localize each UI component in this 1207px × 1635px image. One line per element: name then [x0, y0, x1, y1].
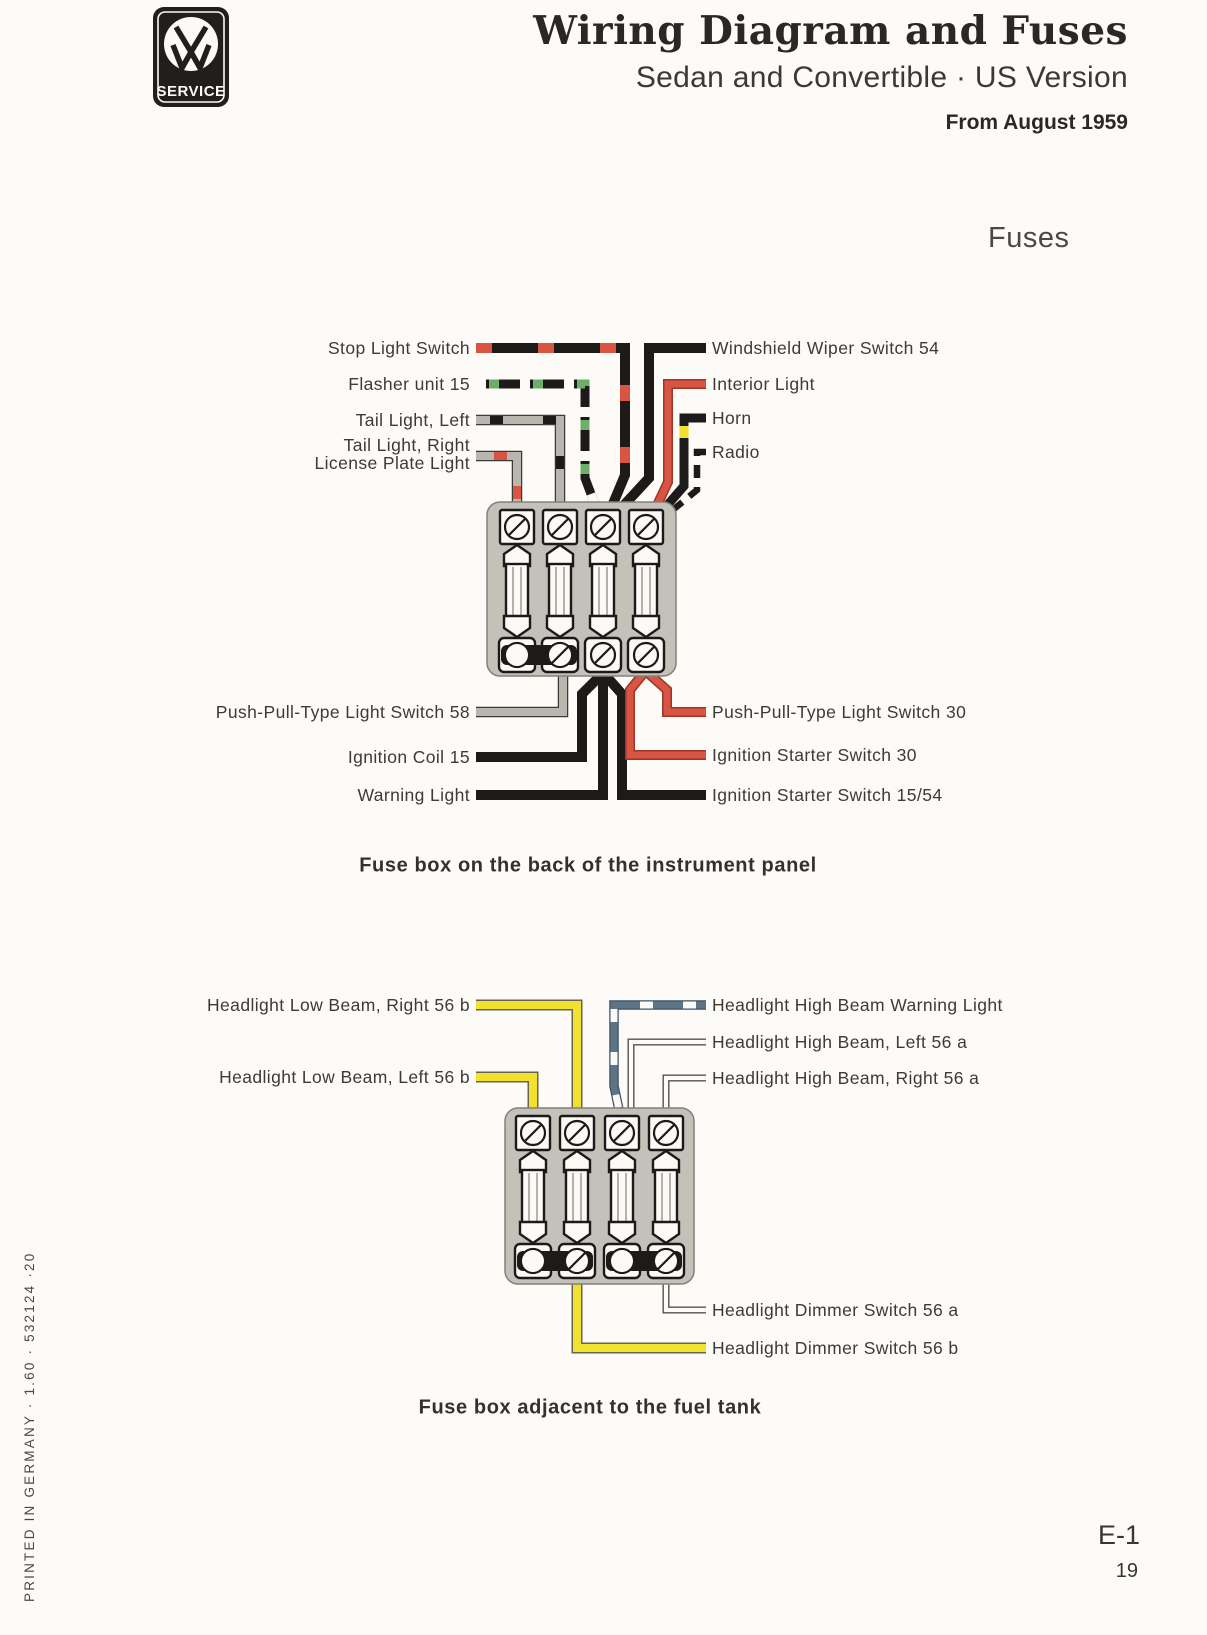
- label-stop-light-switch: Stop Light Switch: [327, 338, 470, 358]
- label-ignition-coil: Ignition Coil 15: [347, 747, 470, 767]
- label-dimmer-56b: Headlight Dimmer Switch 56 b: [712, 1338, 959, 1358]
- fusebox-instrument-panel: [487, 502, 676, 676]
- section-heading: Fuses: [988, 222, 1070, 254]
- label-interior-light: Interior Light: [712, 374, 815, 394]
- label-dimmer-56a: Headlight Dimmer Switch 56 a: [712, 1300, 959, 1320]
- jumper-bar: [501, 644, 577, 666]
- page-date-note: From August 1959: [945, 110, 1128, 134]
- service-label: SERVICE: [156, 83, 226, 100]
- jumper-bar-left: [517, 1250, 593, 1272]
- wire-stop-light-switch: [476, 348, 625, 518]
- label-high-beam-right: Headlight High Beam, Right 56 a: [712, 1068, 980, 1088]
- label-tail-light-right: [315, 436, 470, 472]
- label-push-pull-30: Push-Pull-Type Light Switch 30: [712, 702, 967, 722]
- label-license-plate-light: License Plate Light: [314, 453, 470, 473]
- page-title: Wiring Diagram and Fuses: [533, 8, 1128, 54]
- label-ignition-starter-30: Ignition Starter Switch 30: [712, 745, 917, 765]
- caption-instrument-panel: Fuse box on the back of the instrument panel: [359, 854, 817, 877]
- label-windshield-wiper-switch: Windshield Wiper Switch 54: [712, 338, 940, 358]
- label-tail-light-left: Tail Light, Left: [355, 410, 470, 430]
- fusebox-fuel-tank: [505, 1108, 694, 1284]
- label-ignition-starter-15-54: Ignition Starter Switch 15/54: [712, 785, 943, 805]
- wire-low-beam-right: [476, 1005, 577, 1124]
- page-ref: E-1: [1097, 1520, 1140, 1550]
- label-radio: Radio: [712, 442, 760, 462]
- label-flasher-unit: Flasher unit 15: [348, 374, 470, 394]
- jumper-bar-right: [606, 1250, 682, 1272]
- page-subtitle: Sedan and Convertible · US Version: [635, 60, 1128, 94]
- label-tail-light-right-line1: Tail Light, Right: [343, 435, 470, 455]
- label-low-beam-right: Headlight Low Beam, Right 56 b: [207, 995, 470, 1015]
- label-horn: Horn: [712, 408, 752, 428]
- caption-fuel-tank: Fuse box adjacent to the fuel tank: [418, 1396, 762, 1419]
- page-number: 19: [1115, 1560, 1138, 1582]
- label-low-beam-left: Headlight Low Beam, Left 56 b: [219, 1067, 470, 1087]
- label-push-pull-58: Push-Pull-Type Light Switch 58: [215, 702, 470, 722]
- printers-imprint: PRINTED IN GERMANY · 1.60 · 532124 ·20: [22, 1251, 37, 1602]
- label-warning-light: Warning Light: [357, 785, 470, 805]
- label-high-beam-left: Headlight High Beam, Left 56 a: [712, 1032, 968, 1052]
- label-high-beam-warning: Headlight High Beam Warning Light: [712, 995, 1003, 1015]
